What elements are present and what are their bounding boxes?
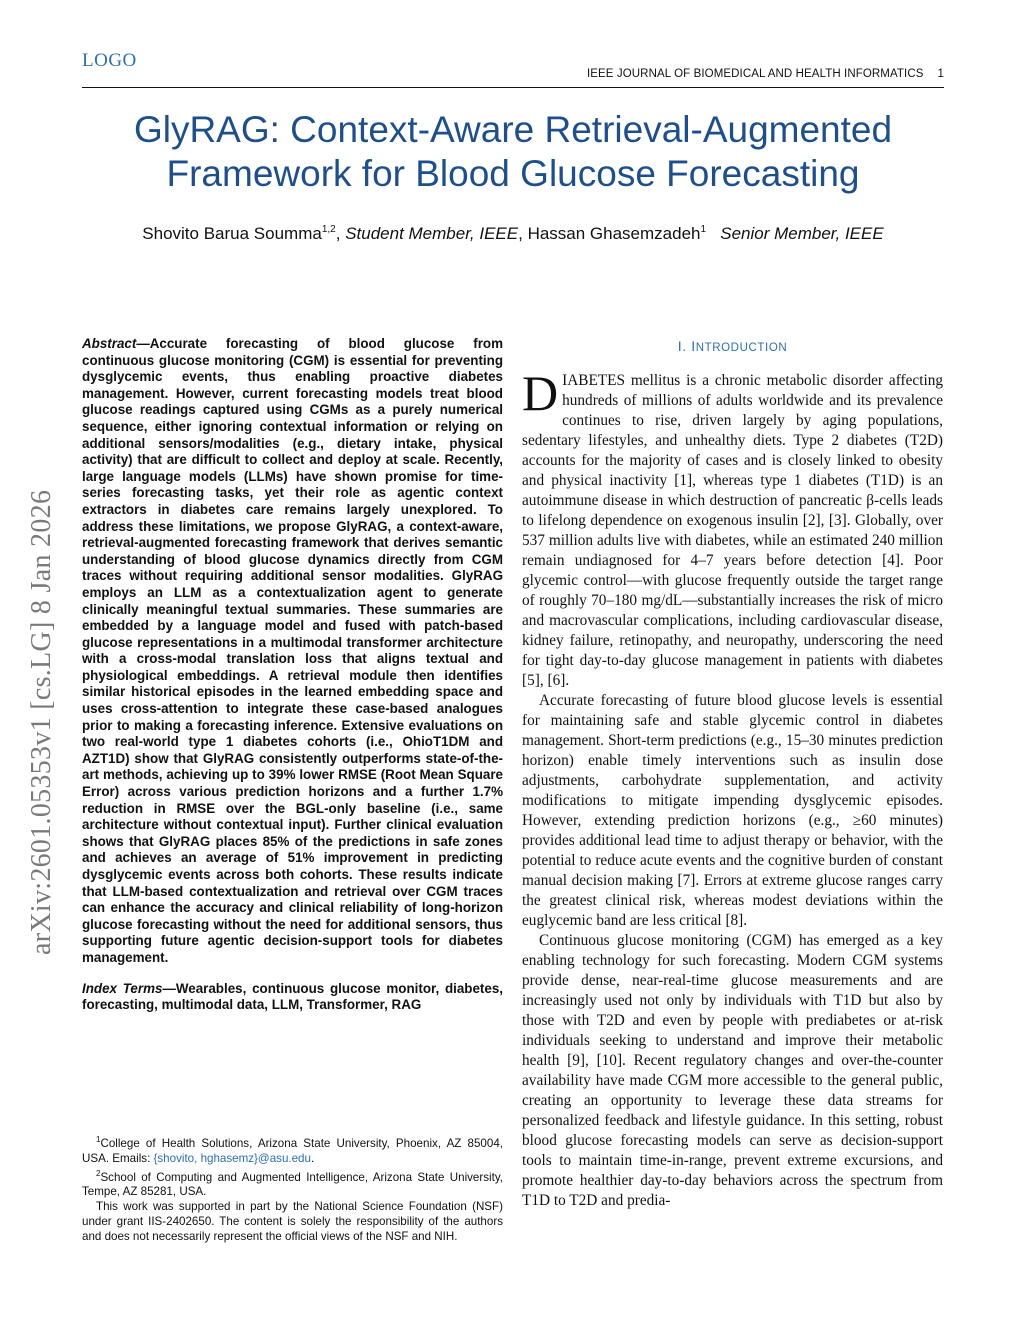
page-number: 1: [937, 68, 944, 80]
section-heading-initial: I: [691, 338, 696, 354]
section-numeral: I.: [677, 338, 692, 354]
abstract-heading: Abstract—: [82, 336, 150, 351]
index-terms: [82, 981, 503, 1014]
author-membership: Student Member, IEEE: [345, 224, 519, 243]
author-name: Shovito Barua Soumma: [142, 224, 322, 243]
author-name: Hassan Ghasemzadeh: [527, 224, 701, 243]
header-rule: [82, 87, 944, 88]
index-terms-heading: Index Terms—: [82, 980, 176, 996]
journal-name: IEEE JOURNAL OF BIOMEDICAL AND HEALTH INFORMATICS: [586, 68, 924, 80]
section-heading-introduction: [522, 336, 943, 358]
footnote-text: College of Health Solutions, Arizona State University, Phoenix, AZ 85004, USA. Emails:: [82, 1137, 503, 1165]
author-affiliation-mark: 1: [700, 224, 707, 235]
footnote-funding: This work was supported in part by the National Science Foundation (NSF) under grant IIS-2402650. The content is solely the responsibility of the authors and does not necessarily represent the official views of the NSF and NIH.: [82, 1200, 503, 1243]
email-link[interactable]: {shovito, hghasemz}@asu.edu: [153, 1151, 311, 1165]
footnote-mark: 1: [96, 1135, 101, 1144]
index-terms-text: Wearables, continuous glucose monitor, diabetes, forecasting, multimodal data, LLM, Transformer, RAG: [82, 980, 504, 1013]
footnotes: [82, 1133, 503, 1245]
arxiv-side-stamp: arXiv:2601.05353v1 [cs.LG] 8 Jan 2026: [26, 489, 57, 955]
author-affiliation-mark: 1,2: [321, 224, 336, 235]
section-heading-rest: NTRODUCTION: [695, 342, 788, 354]
running-header: [82, 68, 944, 80]
footnote-mark: 2: [96, 1168, 101, 1178]
abstract-text: Accurate forecasting of blood glucose from continuous glucose monitoring (CGM) is essential for preventing dysglycemic events, thus enabling proactive diabetes management. However, current forecasting models treat blood glucose readings captured using CGMs as a purely numerical sequence, either ignoring contextual information or relying on additional sensors/modalities (e.g., dietary intake, physical activity) that are difficult to collect and deploy at scale. Recently, large language models (LLMs) have shown promise for time-series forecasting tasks, yet their role as agentic context extractors in diabetes care remains largely unexplored. To address these limitations, we propose GlyRAG, a context-aware, retrieval-augmented forecasting framework that derives semantic understanding of blood glucose dynamics directly from CGM traces without requiring additional sensor modalities. GlyRAG employs an LLM as a contextualization agent to generate clinically meaningful textual summaries. These summaries are embedded by a language model and fused with patch-based glucose representations in a multimodal transformer architecture with a cross-modal translation loss that aligns textual and physiological embeddings. A retrieval module then identifies similar historical episodes in the learned embedding space and uses cross-attention to integrate these case-based analogues prior to making a forecasting inference. Extensive evaluations on two real-world type 1 diabetes cohorts (i.e., OhioT1DM and AZT1D) show that GlyRAG consistently outperforms state-of-the-art methods, achieving up to 39% lower RMSE (Root Mean Square Error) across various prediction horizons and a further 1.7% reduction in RMSE over the BGL-only baseline (i.e., same architecture without contextual input). Further clinical evaluation shows that GlyRAG places 85% of the predictions in safe zones and achieves an average of 51% improvement in predicting dysglycemic events across both cohorts. These results indicate that LLM-based contextualization and retrieval over CGM traces can enhance the accuracy and clinical reliability of long-horizon glucose forecasting without the need for additional sensors, thus supporting future agentic decision-support tools for diabetes management.: [82, 336, 503, 965]
abstract: [82, 336, 503, 967]
introduction-column: [522, 336, 943, 1211]
footnote-text: School of Computing and Augmented Intelligence, Arizona State University, Tempe, AZ 85281, USA.: [82, 1170, 503, 1199]
intro-paragraph-2: Accurate forecasting of future blood glucose levels is essential for maintaining safe and stable glycemic control in diabetes management. Short-term predictions (e.g., 15–30 minutes prediction horizon) enable timely interventions such as insulin dose adjustments, carbohydrate supplementation, and activity modifications to mitigate impending dysglycemic episodes. However, extending prediction horizons (e.g., ≥60 minutes) provides additional lead time to adjust therapy or behavior, with the potential to reduce acute events and the cognitive burden of constant manual decision making [7]. Errors at extreme glucose ranges carry the greatest clinical risk, whereas modest deviations within the euglycemic band are less critical [8].: [522, 692, 943, 929]
paper-title: GlyRAG: Context-Aware Retrieval-Augmented Framework for Blood Glucose Forecasting: [133, 109, 893, 195]
intro-paragraph-3: Continuous glucose monitoring (CGM) has emerged as a key enabling technology for such forecasting. Modern CGM systems provide dense, near-real-time glucose measurements and are increasingly used not only by individuals with T1D but also by those with T2D and even by people with prediabetes or at-risk individuals seeking to understand and improve their metabolic health [9], [10]. Recent regulatory changes and over-the-counter availability have made CGM more accessible to the general public, creating an opportunity to leverage these data streams for personalized feedback and lifestyle guidance. In this setting, robust blood glucose forecasting models can serve as decision-support tools to maintain time-in-range, prevent extreme excursions, and promote healthier day-to-day behaviors across the spectrum from T1D to T2D and predia-: [522, 932, 943, 1209]
intro-paragraph-1: [522, 365, 943, 691]
paragraph-text: IABETES mellitus is a chronic metabolic disorder affecting hundreds of millions of adults worldwide and its prevalence continues to rise, driven largely by aging populations, sedentary lifestyles, and unhealthy diets. Type 2 diabetes (T2D) accounts for the majority of cases and is closely linked to obesity and physical inactivity [1], whereas type 1 diabetes (T1D) is an autoimmune disease in which destruction of pancreatic β-cells leads to lifelong dependence on exogenous insulin [2], [3]. Globally, over 537 million adults live with diabetes, while an estimated 240 million remain undiagnosed for 4–7 years before detection [4]. Poor glycemic control—with glucose frequently outside the target range of roughly 70–180 mg/dL—substantially increases the risk of micro and macrovascular complications, including cardiovascular disease, kidney failure, retinopathy, and neuropathy, underscoring the need for tight day-to-day glucose management in patients with diabetes [5], [6].: [522, 372, 943, 689]
journal-logo: LOGO: [82, 50, 137, 71]
footnote-affiliation-2: [82, 1167, 503, 1201]
author-membership: Senior Member, IEEE: [720, 224, 884, 243]
drop-cap: D: [522, 365, 559, 421]
author-line: Shovito Barua Soumma$^{1,2}$, Student Member, IEEE, Hassan Ghasemzadeh$^1$ Senior Member, IEEE: [142, 224, 884, 243]
abstract-column: [82, 336, 503, 1014]
footnote-punctuation: .: [310, 1151, 315, 1165]
footnote-affiliation-1: [82, 1133, 503, 1167]
